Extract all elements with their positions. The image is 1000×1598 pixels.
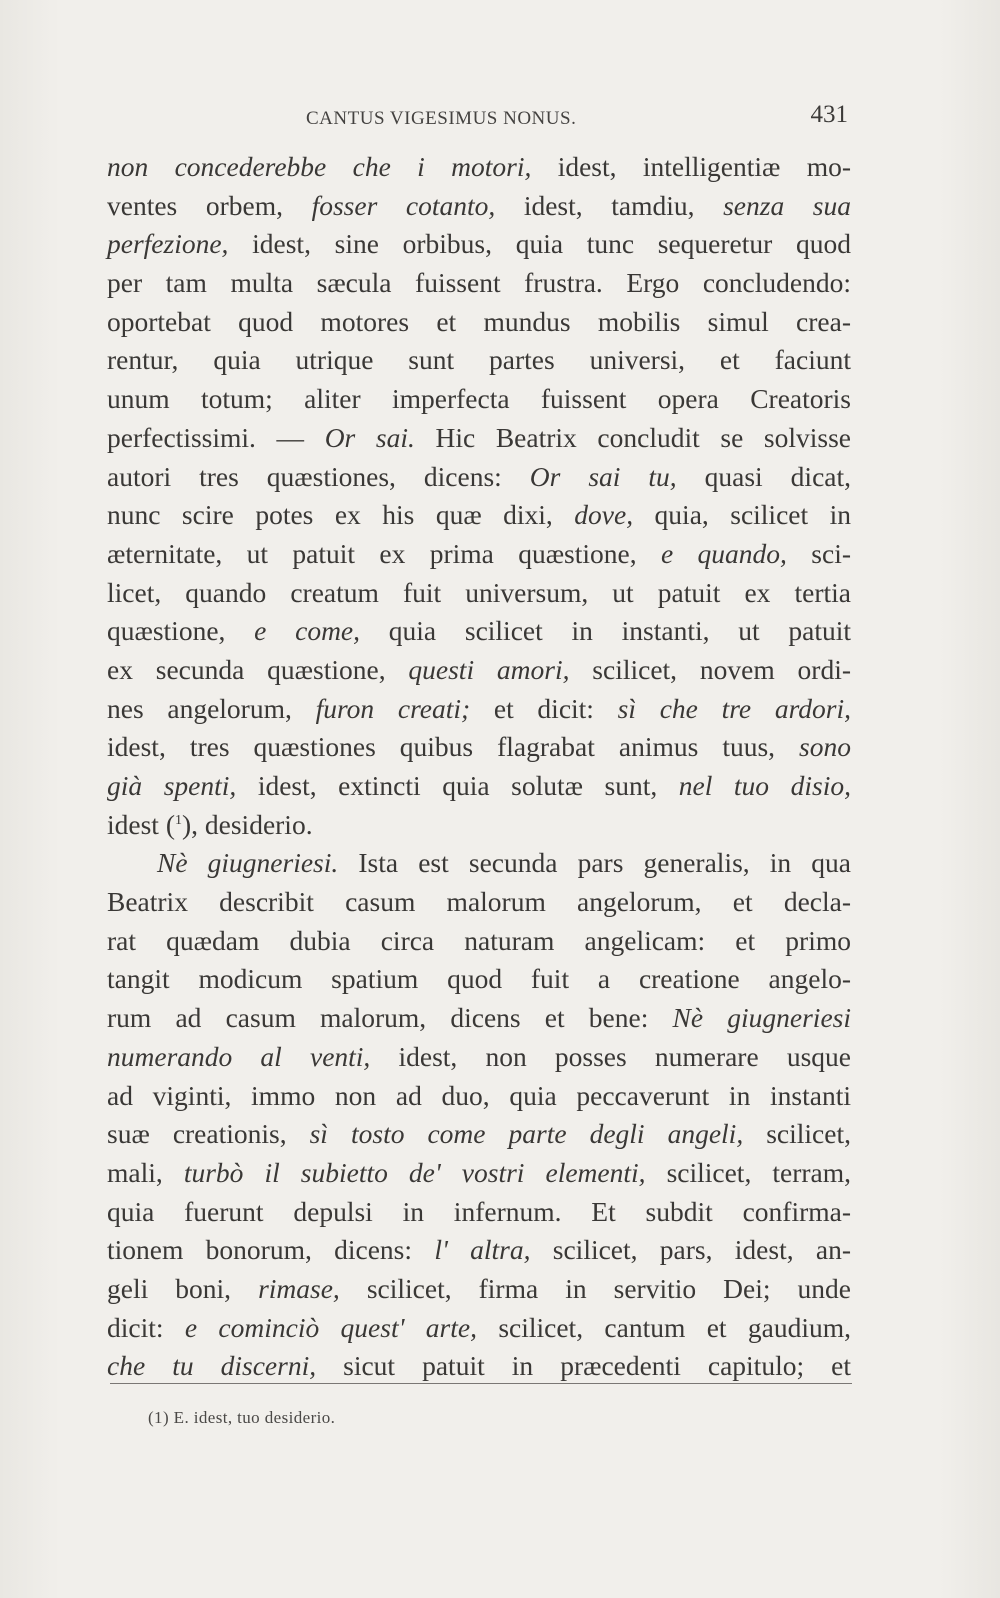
italic-text: Nè giugneriesi [672, 1002, 851, 1034]
text-line [107, 651, 851, 690]
text-segment: quæstione, [107, 615, 255, 647]
text-line [107, 225, 851, 264]
text-line [107, 999, 851, 1038]
text-line [107, 458, 851, 497]
text-line [107, 806, 851, 845]
italic-text: rimase, [258, 1272, 340, 1304]
italic-text: fosser cotanto, [311, 189, 496, 221]
running-head [107, 101, 851, 137]
text-line [107, 148, 851, 187]
text-line [107, 341, 851, 380]
text-line [107, 690, 851, 729]
text-segment: et dicit: [470, 692, 618, 724]
italic-text: l' altra, [434, 1234, 531, 1266]
text-segment: per tam multa sæcula fuissent frustra. Ergo concludendo: [107, 267, 851, 299]
footnote-rule [110, 1383, 852, 1384]
body-text [107, 148, 851, 1386]
text-line [107, 612, 851, 651]
italic-text: Or sai. [324, 421, 415, 453]
text-segment: idest, sine orbibus, quia tunc sequeretur quod [228, 228, 851, 260]
text-segment: ad viginti, immo non ad duo, quia peccaverunt in instanti [107, 1079, 851, 1111]
text-segment: quia scilicet in instanti, ut patuit [360, 615, 851, 647]
text-line [107, 1154, 851, 1193]
text-segment: idest, tres quæstiones quibus flagrabat animus tuus, [107, 731, 800, 763]
text-segment: autori tres quæstiones, dicens: [107, 460, 530, 492]
text-line [107, 844, 851, 883]
footnote: (1) E. idest, tuo desiderio. [148, 1408, 336, 1427]
text-segment: scilicet, pars, idest, an- [530, 1234, 851, 1266]
text-segment: sicut patuit in præcedenti capitulo; et [316, 1350, 851, 1382]
text-line [107, 496, 851, 535]
text-line [107, 922, 851, 961]
text-segment: nes angelorum, [107, 692, 316, 724]
italic-text: Or sai tu, [529, 460, 677, 492]
text-line [107, 1077, 851, 1116]
italic-text: non concederebbe che i motori, [107, 151, 532, 182]
text-segment: tangit modicum spatium quod fuit a creatione angelo- [107, 963, 851, 995]
text-segment: idest, tamdiu, [495, 189, 724, 221]
text-segment: idest, non posses numerare usque [370, 1040, 851, 1072]
italic-text: furon creati; [315, 692, 471, 724]
text-segment: idest, extincti quia solutæ sunt, [236, 770, 679, 801]
text-segment: quasi dicat, [676, 460, 851, 492]
text-line [107, 187, 851, 226]
text-segment: perfectissimi. — [107, 421, 325, 453]
text-segment: ), desiderio. [181, 808, 313, 840]
italic-text: e come, [254, 615, 361, 647]
text-line [107, 1231, 851, 1270]
text-segment: ventes orbem, [107, 189, 312, 221]
italic-text: sono [799, 731, 851, 763]
text-segment: æternitate, ut patuit ex prima quæstione, [107, 537, 661, 569]
text-segment: Ista est secunda pars generalis, in qua [338, 847, 851, 879]
italic-text: senza sua [723, 189, 851, 221]
text-segment: licet, quando creatum fuit universum, ut patuit ex tertia [107, 576, 851, 608]
italic-text: turbò il subietto de' vostri elementi, [183, 1156, 646, 1188]
text-segment: Beatrix describit casum malorum angelorum, et decla- [107, 886, 851, 918]
text-segment: geli boni, [107, 1272, 259, 1304]
text-line [107, 883, 851, 922]
italic-text: nel tuo disio, [678, 770, 851, 801]
text-line [107, 419, 851, 458]
italic-text: sì tosto come parte degli angeli, [309, 1118, 744, 1150]
text-segment: nunc scire potes ex his quæ dixi, [107, 499, 575, 531]
text-segment: Hic Beatrix concludit se solvisse [414, 421, 852, 453]
italic-text: che tu discerni, [107, 1350, 317, 1382]
italic-text: e quando, [660, 537, 787, 569]
text-segment: rentur, quia utrique sunt partes universi, et faciunt [107, 344, 851, 376]
text-line [107, 1115, 851, 1154]
text-line [107, 1193, 851, 1232]
text-line [107, 574, 851, 613]
italic-text: perfezione, [107, 228, 229, 260]
text-segment: dicit: [107, 1311, 185, 1343]
italic-text: questi amori, [408, 653, 570, 685]
running-title: CANTUS VIGESIMUS NONUS. [306, 108, 577, 129]
italic-text: Nè giugneriesi. [157, 847, 339, 879]
text-line [107, 380, 851, 419]
text-line [107, 767, 851, 806]
text-line [107, 535, 851, 574]
text-line [107, 264, 851, 303]
text-segment: mali, [107, 1156, 184, 1188]
text-segment: scilicet, terram, [645, 1156, 852, 1188]
italic-text: dove, [574, 499, 634, 531]
text-segment: rum ad casum malorum, dicens et bene: [107, 1002, 673, 1034]
italic-text: sì che tre ardori, [617, 692, 851, 724]
italic-text: numerando al venti, [107, 1040, 371, 1072]
text-segment: unum totum; aliter imperfecta fuissent opera Creatoris [107, 383, 851, 415]
text-segment: idest ( [107, 808, 175, 840]
italic-text: già spenti, [107, 770, 237, 801]
text-segment: scilicet, cantum et gaudium, [476, 1311, 851, 1343]
text-segment: oportebat quod motores et mundus mobilis simul crea- [107, 305, 851, 337]
text-segment: scilicet, [743, 1118, 851, 1150]
text-segment: scilicet, novem ordi- [569, 653, 851, 685]
text-segment: sci- [786, 537, 852, 569]
text-line [107, 1309, 851, 1348]
text-segment: quia, scilicet in [633, 499, 851, 531]
text-segment: scilicet, firma in servitio Dei; unde [339, 1272, 851, 1304]
page-number: 431 [810, 101, 848, 128]
text-segment: idest, intelligentiæ mo- [531, 151, 851, 182]
text-line [107, 1347, 851, 1386]
text-segment: ex secunda quæstione, [107, 653, 409, 685]
text-segment: tionem bonorum, dicens: [107, 1234, 435, 1266]
italic-text: e cominciò quest' arte, [184, 1311, 477, 1343]
footnote-marker: 1 [174, 812, 182, 828]
text-segment: rat quædam dubia circa naturam angelicam: et primo [107, 924, 851, 956]
text-segment: suæ creationis, [107, 1118, 310, 1150]
text-line [107, 303, 851, 342]
text-line [107, 1038, 851, 1077]
text-segment: quia fuerunt depulsi in infernum. Et subdit confirma- [107, 1195, 851, 1227]
text-line [107, 1270, 851, 1309]
text-line [107, 960, 851, 999]
text-line [107, 728, 851, 767]
